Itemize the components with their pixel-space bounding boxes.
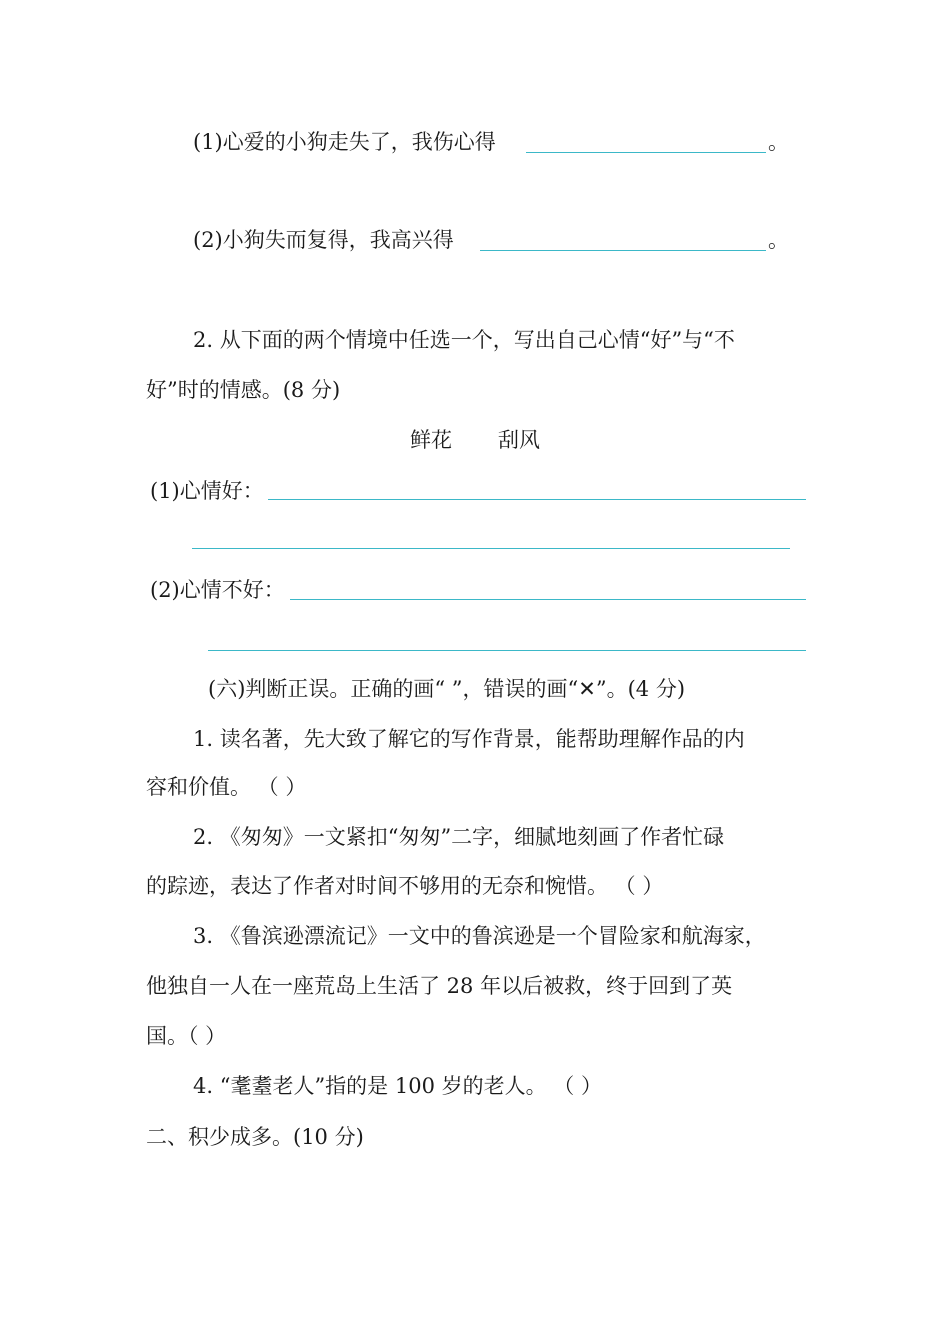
q1-item-2-blank[interactable] (480, 250, 766, 251)
judge-item-3-line-1: 3. 《鲁滨逊漂流记》一文中的鲁滨逊是一个冒险家和航海家， (193, 924, 766, 948)
q1-item-1-text: (1)心爱的小狗走失了，我伤心得 (193, 130, 496, 154)
mood-bad-blank-1[interactable] (290, 599, 806, 600)
judge-item-4-line-1: 4. “耄耋老人”指的是 100 岁的老人。 （ ） (193, 1074, 602, 1098)
q1-item-2-end: 。 (768, 228, 789, 252)
q1-item-1-end: 。 (768, 130, 789, 154)
mood-good-blank-1[interactable] (268, 499, 806, 500)
q1-item-2-text: (2)小狗失而复得，我高兴得 (193, 228, 454, 252)
mood-bad-label: (2)心情不好： (150, 578, 285, 602)
q2-line-1: 2. 从下面的两个情境中任选一个，写出自己心情“好”与“不 (193, 328, 735, 352)
part6-heading: (六)判断正误。正确的画“ ”，错误的画“✕”。(4 分) (208, 677, 686, 701)
judge-item-2-line-2: 的踪迹，表达了作者对时间不够用的无奈和惋惜。 （ ） (146, 874, 664, 898)
mood-good-label: (1)心情好： (150, 479, 264, 503)
judge-item-3-line-3: 国。（ ） (146, 1024, 227, 1048)
judge-item-1-line-2: 容和价值。 （ ） (146, 775, 307, 799)
scene-1: 鲜花 (410, 428, 452, 452)
q2-line-2: 好”时的情感。(8 分) (146, 378, 341, 402)
judge-item-2-line-1: 2. 《匆匆》一文紧扣“匆匆”二字，细腻地刻画了作者忙碌 (193, 825, 725, 849)
mood-bad-blank-2[interactable] (208, 650, 806, 651)
section-2-heading: 二、积少成多。(10 分) (146, 1125, 364, 1149)
scene-2: 刮风 (498, 428, 540, 452)
judge-item-1-line-1: 1. 读名著，先大致了解它的写作背景，能帮助理解作品的内 (193, 727, 745, 751)
mood-good-blank-2[interactable] (192, 548, 790, 549)
scene-options (0, 426, 950, 454)
q1-item-1-blank[interactable] (526, 152, 766, 153)
judge-item-3-line-2: 他独自一人在一座荒岛上生活了 28 年以后被救，终于回到了英 (146, 974, 733, 998)
